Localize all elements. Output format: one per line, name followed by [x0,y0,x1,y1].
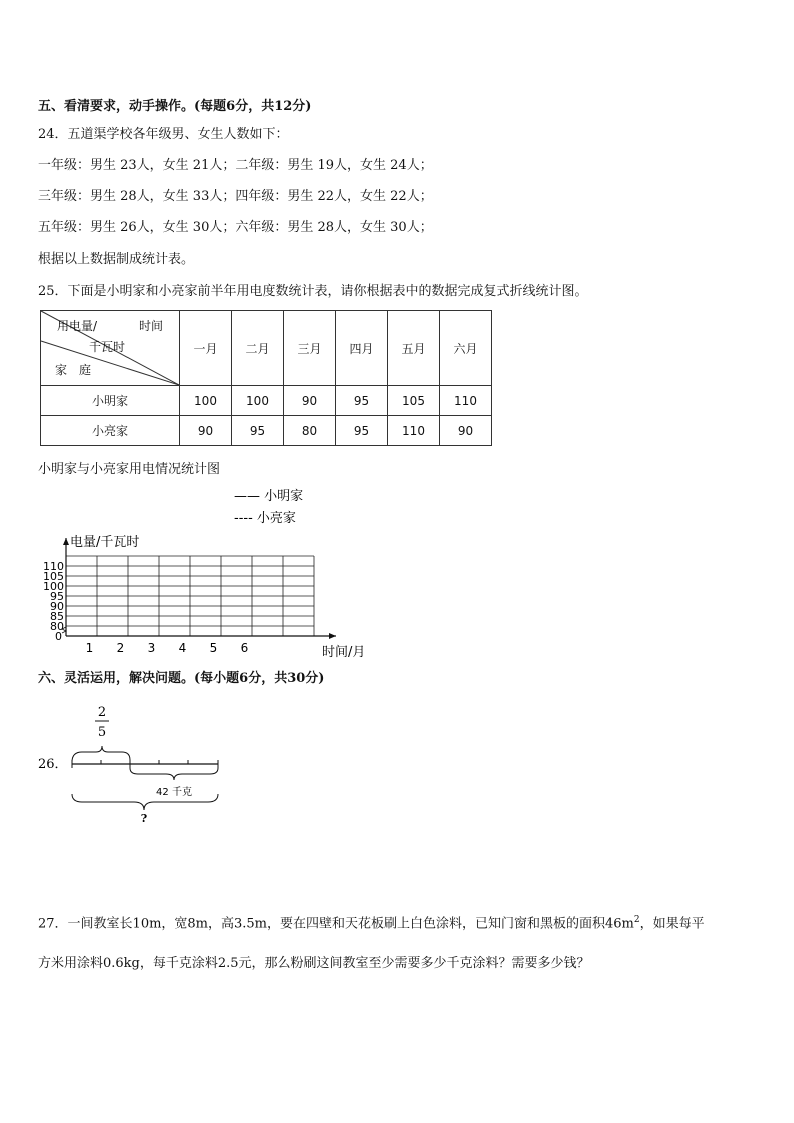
fraction-numerator: 2 [97,705,107,720]
label-42kg: 42 千克 [156,787,192,798]
family-name: 小亮家 [41,416,180,446]
usage-value: 90 [440,416,492,446]
month-header: 四月 [336,311,388,386]
legend-xiaoming: —— 小明家 [234,489,304,504]
x-axis-arrow [329,633,336,639]
usage-value: 110 [388,416,440,446]
usage-value: 100 [232,386,284,416]
electricity-table [40,310,492,446]
month-header: 五月 [388,311,440,386]
q26-diagram [38,702,258,832]
top-brace [72,746,130,762]
y-tick-label: 80 [50,620,64,633]
usage-value: 90 [284,386,336,416]
corner-label-usage: 用电量/ [57,319,98,333]
usage-value: 95 [336,386,388,416]
bottom-brace [72,794,218,810]
q27-text [38,900,758,984]
corner-label-unit: 千瓦时 [89,340,126,354]
usage-value: 80 [284,416,336,446]
q24-task: 根据以上数据制成统计表。 [38,252,195,267]
family-name: 小明家 [41,386,180,416]
x-tick-label: 3 [147,641,156,655]
line-chart-grid [38,484,366,664]
right-brace [130,768,218,780]
y-axis-title: 电量/千瓦时 [70,535,140,550]
usage-value: 105 [388,386,440,416]
superscript-2: 2 [633,915,640,925]
y-tick-label: 95 [50,590,64,603]
q24-row2: 三年级：男生 28人，女生 33人；四年级：男生 22人，女生 22人； [38,189,433,204]
y-tick-label: 0 [55,630,62,643]
x-tick-label: 5 [209,641,218,655]
y-tick-label: 110 [43,560,64,573]
usage-value: 95 [336,416,388,446]
table-corner-cell [41,311,180,386]
x-axis-title: 时间/月 [322,645,366,660]
table-row [41,416,492,446]
x-tick-label: 1 [85,641,94,655]
total-question-mark: ? [140,812,148,825]
corner-label-time: 时间 [139,319,164,333]
y-axis-arrow [63,538,69,545]
table-row [41,386,492,416]
q27-line1-part-a: 27．一间教室长10m，宽8m，高3.5m，要在四壁和天花板刷上白色涂料，已知门窗和黑板的面积46m [38,916,634,932]
fraction-denominator: 5 [97,725,107,740]
q25-intro: 25．下面是小明家和小亮家前半年用电度数统计表，请你根据表中的数据完成复式折线统计图。 [38,284,588,299]
y-tick-label: 100 [43,580,64,593]
q24-row1: 一年级：男生 23人，女生 21人；二年级：男生 19人，女生 24人； [38,158,433,173]
usage-value: 90 [180,416,232,446]
q24-row3: 五年级：男生 26人，女生 30人；六年级：男生 28人，女生 30人； [38,220,433,235]
y-tick-label: 85 [50,610,64,623]
q26-number: 26． [38,757,68,772]
corner-label-family: 家 庭 [55,363,92,377]
q24-intro: 24．五道渠学校各年级男、女生人数如下： [38,127,289,142]
q27-line1 [38,900,758,944]
x-tick-label: 2 [116,641,125,655]
x-tick-label: 6 [240,641,249,655]
chart-labels [43,489,365,660]
chart-axes [62,538,336,639]
usage-value: 100 [180,386,232,416]
y-tick-label: 105 [43,570,64,583]
usage-value: 110 [440,386,492,416]
chart-grid-lines [66,556,314,636]
month-header: 二月 [232,311,284,386]
legend-xiaoliang: ---- 小亮家 [234,511,296,526]
month-header: 三月 [284,311,336,386]
usage-value: 95 [232,416,284,446]
section5-heading: 五、看清要求，动手操作。(每题6分，共12分) [38,99,312,114]
month-header: 六月 [440,311,492,386]
chart-title: 小明家与小亮家用电情况统计图 [38,462,221,477]
x-tick-label: 4 [178,641,187,655]
section6-heading: 六、灵活运用，解决问题。(每小题6分，共30分) [38,671,325,686]
month-header: 一月 [180,311,232,386]
q27-line2: 方米用涂料0.6kg，每千克涂料2.5元，那么粉刷这间教室至少需要多少千克涂料？需要多少钱？ [38,956,590,972]
q27-line1-part-b: ，如果每平 [639,916,705,932]
y-tick-label: 90 [50,600,64,613]
